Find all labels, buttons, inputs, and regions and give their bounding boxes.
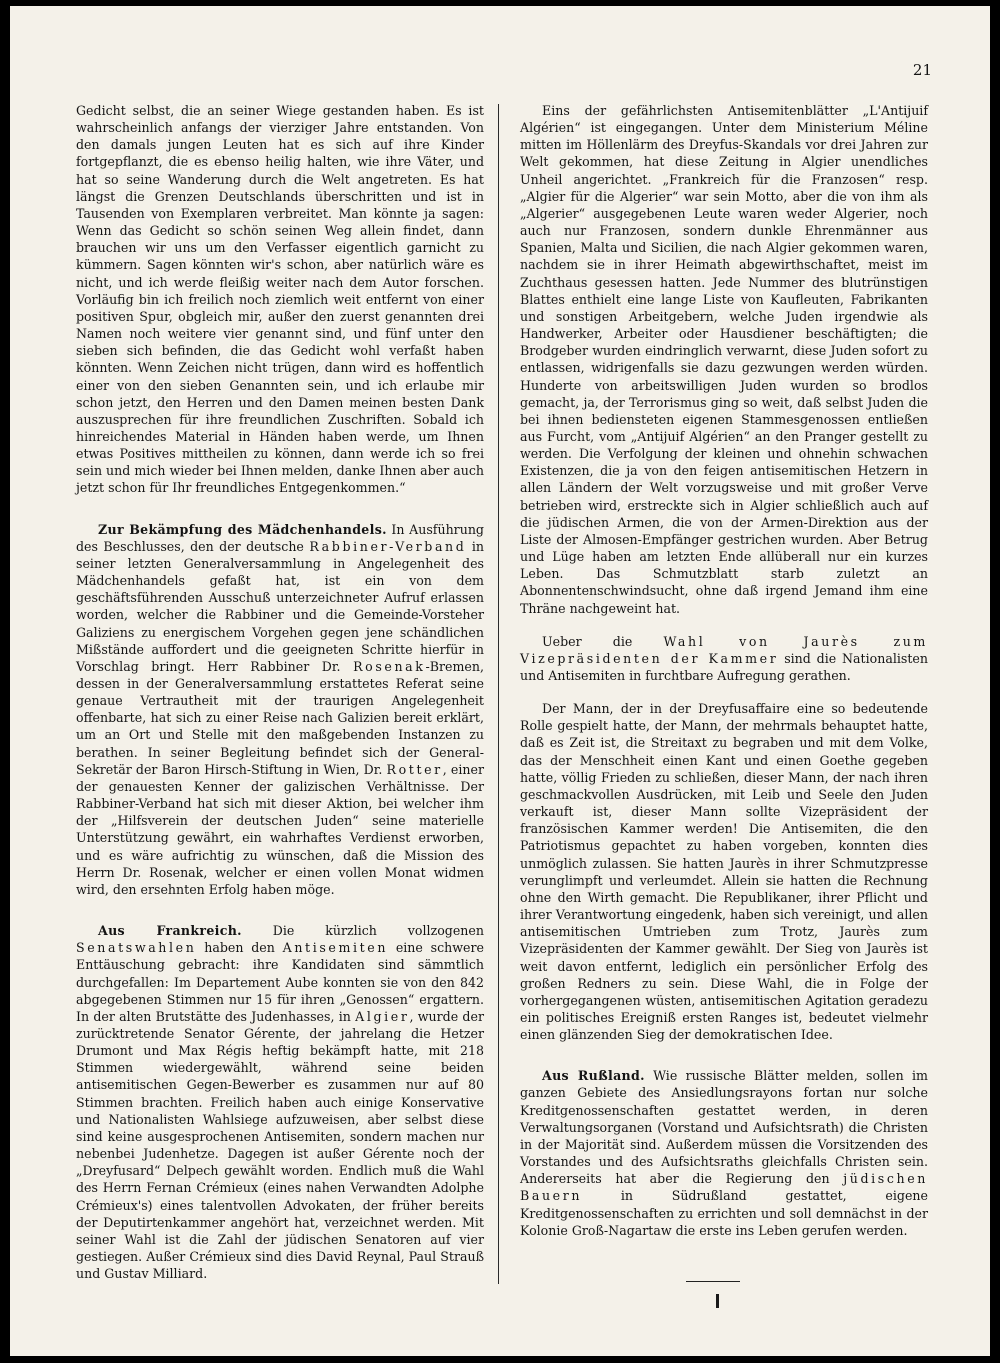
- end-rule: [686, 1281, 740, 1282]
- section-heading: Aus Rußland.: [542, 1068, 645, 1084]
- right-column: [520, 102, 928, 1239]
- section-frankreich: Aus Frankreich. Die kürzlich vollzogenen Senatswahlen haben den Antisemiten eine schwere Enttäuschung gebracht: ihre Kandidaten sind sämmtlich durchgefallen: Im Departement Aube konnten sie von den 842 abgegebenen Stimmen nur 15 für ihren „Genossen“ ergattern. In der alten Brutstätte des Judenhasses, in Algier, wurde der zurücktretende Senator Gérente, der jahrelang die Hetzer Drumont und Max Régis heftig bekämpft hatte, mit 218 Stimmen wiedergewählt, während seine beiden antisemitischen Gegen-Bewerber es zusammen nur auf 80 Stimmen brachten. Freilich haben auch einige Konservative und Nationalisten Wahlsiege aufzuweisen, aber selbst diese sind keine ausgesprochenen Antisemiten, sondern machen nur nebenbei Judenhetze. Dagegen ist außer Gérente noch der „Dreyfusard“ Delpech gewählt worden. Endlich muß die Wahl des Herrn Fernan Crémieux (eines nahen Verwandten Adolphe Crémieux's) eines talentvollen Advokaten, der früher bereits der Deputirtenkammer angehört hat, verzeichnet werden. Mit seiner Wahl ist die Zahl der jüdischen Senatoren auf vier gestiegen. Außer Crémieux sind dies David Reynal, Paul Strauß und Gustav Milliard.: [76, 923, 484, 1282]
- paragraph-jaures-wahl: Ueber die Wahl von Jaurès zum Vizepräsidenten der Kammer sind die Nationalisten und Antisemiten in furchtbare Aufregung gerathen.: [520, 633, 928, 683]
- left-column: [76, 102, 484, 1282]
- paragraph-jaures-mann: Der Mann, der in der Dreyfusaffaire eine so bedeutende Rolle gespielt hatte, der Mann, der mehrmals behauptet hatte, daß es Zeit ist, die Streitaxt zu begraben und mit dem Volke, das der Menschheit einen Kant und einen Goethe gegeben hatte, völlig Frieden zu schließen, dieser Mann, der nach ihren geschmackvollen Ausdrücken, mit Leib und Seele den Juden verkauft ist, dieser Mann sollte Vizepräsident der französischen Kammer werden! Die Antisemiten, die den Patriotismus gepachtet zu haben vorgeben, konnten dies unmöglich zulassen. Sie hatten Jaurès in ihrer Schmutzpresse verunglimpft und verleumdet. Allein sie hatten die Rechnung ohne den Wirth gemacht. Die Republikaner, ihrer Pflicht und ihrer Verantwortung eingedenk, haben sich vereinigt, und allen antisemitischen Umtrieben zum Trotz, Jaurès zum Vizepräsidenten der Kammer gewählt. Der Sieg von Jaurès ist weit davon entfernt, lediglich ein persönlicher Erfolg des großen Redners zu sein. Diese Wahl, die in Folge der vorhergegangenen wüsten, antisemitischen Agitation geradezu ein politisches Ereigniß ersten Ranges ist, bedeutet vielmehr einen glänzenden Sieg der demokratischen Idee.: [520, 701, 928, 1043]
- end-mark: [716, 1294, 719, 1308]
- column-divider: [498, 104, 499, 1284]
- scanned-page: [10, 6, 990, 1356]
- paragraph-poem-author: Gedicht selbst, die an seiner Wiege gestanden haben. Es ist wahrscheinlich anfangs der vierziger Jahre entstanden. Von den damals jungen Leuten hat es sich auf ihre Kinder fortgepflanzt, die es ebenso heilig halten, wie ihre Väter, und hat so seine Wanderung durch die Welt angetreten. Es hat längst die Grenzen Deutschlands überschritten und ist in Tausenden von Exemplaren verbreitet. Man könnte ja sagen: Wenn das Gedicht so schön seinen Weg allein findet, dann brauchen wir uns um den Verfasser eigentlich garnicht zu kümmern. Sagen könnten wir's schon, aber natürlich wäre es nicht, und ich werde fleißig weiter nach dem Autor forschen. Vorläufig bin ich freilich noch ziemlich weit entfernt von einer positiven Spur, obgleich mir, außer den zuerst genannten drei Namen noch weitere vier genannt sind, und fünf unter den sieben sich befinden, die das Gedicht wohl verfaßt haben könnten. Wenn Zeichen nicht trügen, dann wird es hoffentlich einer von den sieben Genannten sein, und ich erlaube mir schon jetzt, den Herren und den Damen meinen besten Dank auszusprechen für ihre freundlichen Zuschriften. Sobald ich hinreichendes Material in Händen haben werde, um Ihnen etwas Positives mittheilen zu können, dann werde ich so frei sein und mich wieder bei Ihnen melden, danke Ihnen aber auch jetzt schon für Ihr freundliches Entgegenkommen.“: [76, 103, 485, 496]
- page-number: 21: [912, 61, 932, 79]
- paragraph-antijuif: Eins der gefährlichsten Antisemitenblätter „L'Antijuif Algérien“ ist eingegangen. Unter dem Ministerium Méline mitten im Höllenlärm des Dreyfus-Skandals vor drei Jahren zur Welt gekommen, hat diese Zeitung in Algier unendliches Unheil angerichtet. „Frankreich für die Franzosen“ resp. „Algier für die Algerier“ war sein Motto, aber die von ihm als „Algerier“ ausgegebenen Leute waren weder Algerier, noch auch nur Franzosen, sondern dunkle Ehrenmänner aus Spanien, Malta und Sicilien, die nach Algier gekommen waren, nachdem sie in ihrer Heimath abgewirthschaftet, meist im Zuchthaus gesessen hatten. Jede Nummer des blutrünstigen Blattes enthielt eine lange Liste von Kaufleuten, Fabrikanten und sonstigen Arbeitgebern, welche Juden irgendwie als Handwerker, Arbeiter oder Hausdiener beschäftigten; die Brodgeber wurden eindringlich verwarnt, diese Juden sofort zu entlassen, widrigenfalls sie dazu gezwungen werden würden. Hunderte von arbeitswilligen Juden wurden so brodlos gemacht, ja, der Terrorismus ging so weit, daß selbst Juden die bei ihnen bediensteten eigenen Stammesgenossen entließen aus Furcht, vom „Antijuif Algérien“ an den Pranger gestellt zu werden. Die Verfolgung der kleinen und ohnehin schwachen Existenzen, die ja von den feigen antisemitischen Hetzern in allen Ländern der Welt vorzugsweise und mit großer Verve betrieben wird, erstreckte sich in Algier schließlich auch auf die jüdischen Armen, die von der Armen-Direktion aus der Liste der Almosen-Empfänger gestrichen wurden. Aber Betrug und Lüge haben am letzten Ende allüberall nur ein kurzes Leben. Das Schmutzblatt starb zuletzt an Abonnentenschwindsucht, ohne daß irgend Jemand ihm eine Thräne nachgeweint hat.: [520, 103, 928, 616]
- section-heading: Zur Bekämpfung des Mädchenhandels.: [98, 521, 387, 537]
- section-heading: Aus Frankreich.: [98, 923, 242, 939]
- section-russland: Aus Rußland. Wie russische Blätter melden, sollen im ganzen Gebiete des Ansiedlungsrayons fortan nur solche Kreditgenossenschaften gestattet werden, in deren Verwaltungsorganen (Vorstand und Aufsichtsrath) die Christen in der Majorität sind. Außerdem müssen die Vorsitzenden des Vorstandes und des Aufsichtsraths gleichfalls Christen sein. Andererseits hat aber die Regierung den jüdischen Bauern in Südrußland gestattet, eigene Kreditgenossenschaften zu errichten und soll demnächst in der Kolonie Groß-Nagartaw die erste ins Leben gerufen werden.: [520, 1068, 928, 1238]
- section-maedchenhandel: Zur Bekämpfung des Mädchenhandels. In Ausführung des Beschlusses, den der deutsche Rabbiner-Verband in seiner letzten Generalversammlung in Angelegenheit des Mädchenhandels gefaßt hat, ist ein von dem geschäftsführenden Ausschuß unterzeichneter Aufruf erlassen worden, welcher die Rabbiner und die Gemeinde-Vorsteher Galiziens zu energischem Vorgehen gegen jene schändlichen Mißstände auffordert und die geeigneten Schritte hierfür in Vorschlag bringt. Herr Rabbiner Dr. Rosenak-Bremen, dessen in der Generalversammlung erstattetes Referat seine genaue Vertrautheit mit der traurigen Angelegenheit offenbarte, hat sich zu einer Reise nach Galizien bereit erklärt, um an Ort und Stelle mit den maßgebenden Instanzen zu berathen. In seiner Begleitung befindet sich der General-Sekretär der Baron Hirsch-Stiftung in Wien, Dr. Rotter, einer der genauesten Kenner der galizischen Verhältnisse. Der Rabbiner-Verband hat sich mit dieser Aktion, bei welcher ihm der „Hilfsverein der deutschen Juden“ seine materielle Unterstützung gewährt, ein wahrhaftes Verdienst erworben, und es wäre aufrichtig zu wünschen, daß die Mission des Herrn Dr. Rosenak, welcher er einen vollen Monat widmen wird, den ersehnten Erfolg haben möge.: [76, 521, 484, 897]
